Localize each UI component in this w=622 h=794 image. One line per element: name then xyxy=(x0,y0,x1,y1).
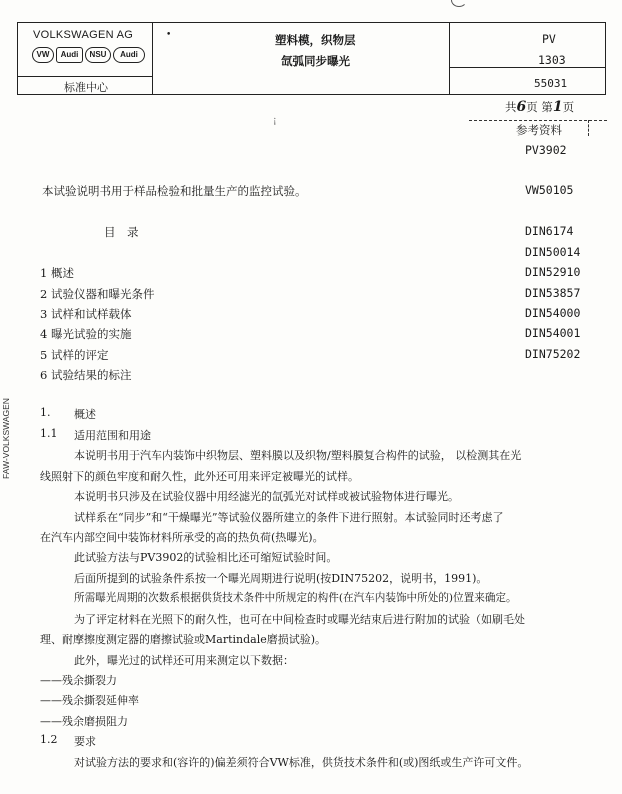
vw-logo-icon: VW xyxy=(32,47,54,63)
standard-number: 1303 xyxy=(538,53,566,67)
divider xyxy=(449,23,450,94)
section-title: 要求 xyxy=(74,735,96,748)
divider xyxy=(152,23,153,94)
reference-item: PV3902 xyxy=(525,143,567,157)
audi-logo-icon: Audi xyxy=(56,47,83,63)
reference-item: VW50105 xyxy=(525,183,574,197)
section-number: 1.1 xyxy=(40,427,58,440)
reference-item: DIN52910 xyxy=(525,265,581,279)
toc-item: 6 试验结果的标注 xyxy=(40,368,132,382)
body-paragraph: 本说明书用于汽车内装饰中织物层、塑料膜以及织物/塑料膜复合构件的试验， 以检测其在光 xyxy=(74,449,522,462)
scan-mark: ¡ xyxy=(273,116,277,126)
department-label: 标准中心 xyxy=(64,81,108,94)
reference-divider xyxy=(469,120,607,121)
reference-item: DIN54001 xyxy=(525,326,581,340)
nsu-logo-icon: NSU xyxy=(85,47,111,63)
body-paragraph: 此外，曝光过的试样还可用来测定以下数据： xyxy=(74,654,294,667)
body-paragraph: 理、耐摩擦度测定器的磨擦试验或Martindale磨损试验)。 xyxy=(40,633,327,646)
side-watermark: FAW-VOLKSWAGEN xyxy=(1,398,11,479)
list-item: ——残余磨损阻力 xyxy=(40,715,128,728)
scan-mark xyxy=(451,0,467,7)
body-paragraph: 在汽车内部空间中装饰材料所承受的高的热负荷(热曝光)。 xyxy=(40,531,324,544)
section-number: 1.2 xyxy=(40,733,58,746)
body-paragraph: 为了评定材料在光照下的耐久性，也可在中间检查时或曝光结束后进行附加的试验（如刷毛处 xyxy=(74,613,525,626)
bullet-mark: • xyxy=(166,30,172,40)
list-item: ——残余撕裂力 xyxy=(40,674,117,687)
toc-item: 1 概述 xyxy=(40,266,74,280)
reference-item: DIN54000 xyxy=(525,306,581,320)
company-name: VOLKSWAGEN AG xyxy=(33,29,134,41)
standard-code: PV xyxy=(542,32,556,46)
toc-item: 2 试验仪器和曝光条件 xyxy=(40,287,155,301)
list-item: ——残余撕裂延伸率 xyxy=(40,694,139,707)
reference-item: DIN53857 xyxy=(525,286,581,300)
body-paragraph: 试样系在“同步”和“干燥曝光”等试验仪器所建立的条件下进行照射。本试验同时还考虑了 xyxy=(74,511,504,524)
toc-item: 4 曝光试验的实施 xyxy=(40,327,132,341)
document-title-line1: 塑料模，织物层 xyxy=(275,33,356,47)
body-paragraph: 后面所提到的试验条件系按一个曝光周期进行说明(按DIN75202，说明书，1991)。 xyxy=(74,572,488,585)
page-count: 共6页 第1页 xyxy=(505,99,575,115)
toc-title: 目 录 xyxy=(104,225,139,239)
reference-item: DIN6174 xyxy=(525,224,574,238)
toc-item: 5 试样的评定 xyxy=(40,348,109,362)
section-title: 适用范围和用途 xyxy=(74,429,151,442)
toc-item: 3 试样和试样载体 xyxy=(40,307,132,321)
body-paragraph: 线照射下的颜色牢度和耐久性，此外还可用来评定被曝光的试样。 xyxy=(40,470,359,483)
section-title: 概述 xyxy=(74,408,96,421)
divider xyxy=(449,67,605,68)
document-title-line2: 氙弧同步曝光 xyxy=(281,54,350,68)
reference-item: DIN50014 xyxy=(525,245,581,259)
audi-logo-icon-2: Audi xyxy=(113,47,145,63)
section-number: 1. xyxy=(40,406,51,419)
body-paragraph: 本说明书只涉及在试验仪器中用经滤光的氙弧光对试样或被试验物体进行曝光。 xyxy=(74,490,459,503)
reference-item: DIN75202 xyxy=(525,347,581,361)
intro-text: 本试验说明书用于样品检验和批量生产的监控试验。 xyxy=(42,184,307,198)
body-paragraph: 所需曝光周期的次数系根据供货技术条件中所规定的构件(在汽车内装饰中所处的)位置来确定。 xyxy=(74,592,517,604)
standard-date: 55031 xyxy=(534,77,568,90)
references-label: 参考资料 xyxy=(516,123,562,137)
body-paragraph: 此试验方法与PV3902的试验相比还可缩短试验时间。 xyxy=(74,551,338,564)
divider xyxy=(18,76,152,77)
reference-bracket xyxy=(588,120,589,136)
body-paragraph: 对试验方法的要求和(容许的)偏差须符合VW标准，供货技术条件和(或)图纸或生产许可文件。 xyxy=(74,756,529,769)
